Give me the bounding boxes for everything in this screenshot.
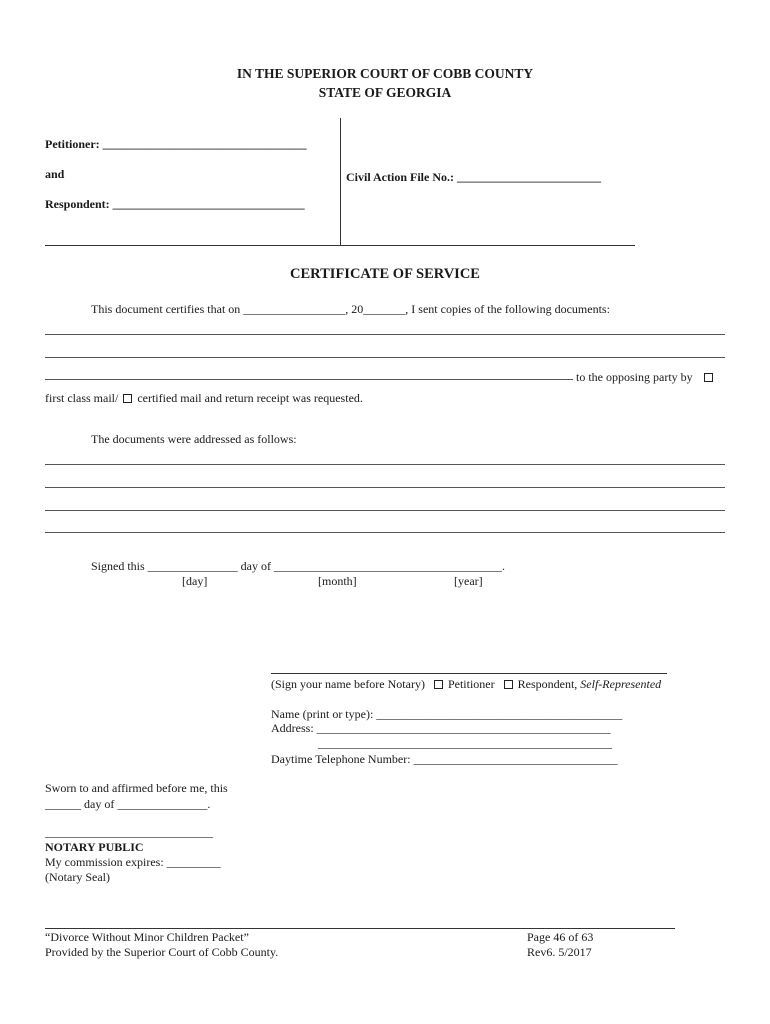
notary-signature-line[interactable]: ____________________________ bbox=[45, 825, 213, 839]
sworn-line: Sworn to and affirmed before me, this bbox=[45, 781, 228, 795]
civil-action-field[interactable]: Civil Action File No.: ________________________ bbox=[346, 170, 601, 184]
month-caption: [month] bbox=[318, 574, 357, 588]
notary-seal-label: (Notary Seal) bbox=[45, 870, 110, 884]
address-line-3[interactable] bbox=[45, 510, 725, 511]
footer-rule bbox=[45, 928, 675, 929]
phone-field[interactable]: Daytime Telephone Number: __________________________________ bbox=[271, 752, 618, 766]
caption-divider bbox=[340, 118, 341, 246]
petitioner-option-label: Petitioner bbox=[447, 677, 495, 691]
sign-before-notary-label: (Sign your name before Notary) bbox=[271, 677, 425, 691]
respondent-field[interactable]: Respondent: ________________________________ bbox=[45, 197, 305, 211]
address-field[interactable]: Address: _________________________________________________ bbox=[271, 721, 611, 735]
signature-line[interactable] bbox=[271, 673, 667, 674]
petitioner-field[interactable]: Petitioner: __________________________________ bbox=[45, 137, 307, 151]
packet-name: “Divorce Without Minor Children Packet” bbox=[45, 930, 249, 944]
notary-day-field[interactable]: ______ day of _______________. bbox=[45, 797, 211, 811]
name-field[interactable]: Name (print or type): _________________________________________ bbox=[271, 707, 623, 721]
addressed-intro: The documents were addressed as follows: bbox=[91, 432, 297, 446]
service-date-sentence[interactable]: This document certifies that on _________________, 20_______, I sent copies of the following documents: bbox=[91, 302, 610, 316]
address-continuation-field[interactable]: _________________________________________________ bbox=[318, 736, 612, 750]
notary-public-title: NOTARY PUBLIC bbox=[45, 840, 144, 854]
day-caption: [day] bbox=[182, 574, 208, 588]
provided-by: Provided by the Superior Court of Cobb County. bbox=[45, 945, 279, 959]
documents-line-3[interactable] bbox=[45, 379, 573, 380]
year-caption: [year] bbox=[454, 574, 483, 588]
first-class-mail-label: first class mail/ bbox=[45, 391, 119, 405]
state-heading: STATE OF GEORGIA bbox=[318, 85, 452, 100]
respondent-checkbox[interactable] bbox=[504, 680, 513, 689]
self-represented-label: Self-Represented bbox=[580, 677, 662, 691]
documents-line-1[interactable] bbox=[45, 334, 725, 335]
respondent-option-label: Respondent, bbox=[517, 677, 578, 691]
opposing-party-label: to the opposing party by bbox=[576, 370, 693, 384]
court-heading: IN THE SUPERIOR COURT OF COBB COUNTY bbox=[236, 66, 534, 81]
page-number: Page 46 of 63 bbox=[527, 930, 594, 944]
mail-options-line bbox=[45, 391, 363, 406]
signature-instructions bbox=[271, 677, 661, 692]
signed-this-line[interactable]: Signed this _______________ day of ______________________________________. bbox=[91, 559, 505, 573]
certified-mail-checkbox[interactable] bbox=[123, 394, 132, 403]
petitioner-checkbox[interactable] bbox=[434, 680, 443, 689]
revision-label: Rev6. 5/2017 bbox=[527, 945, 592, 959]
caption-bottom-rule bbox=[45, 245, 635, 246]
opposing-party-text bbox=[576, 370, 715, 385]
address-line-2[interactable] bbox=[45, 487, 725, 488]
certificate-title: CERTIFICATE OF SERVICE bbox=[290, 266, 480, 282]
documents-line-2[interactable] bbox=[45, 357, 725, 358]
certified-mail-label: certified mail and return receipt was requested. bbox=[137, 391, 363, 405]
first-class-mail-checkbox[interactable] bbox=[704, 373, 713, 382]
address-line-4[interactable] bbox=[45, 532, 725, 533]
and-label: and bbox=[45, 167, 65, 181]
commission-expires-field[interactable]: My commission expires: _________ bbox=[45, 855, 221, 869]
address-line-1[interactable] bbox=[45, 464, 725, 465]
